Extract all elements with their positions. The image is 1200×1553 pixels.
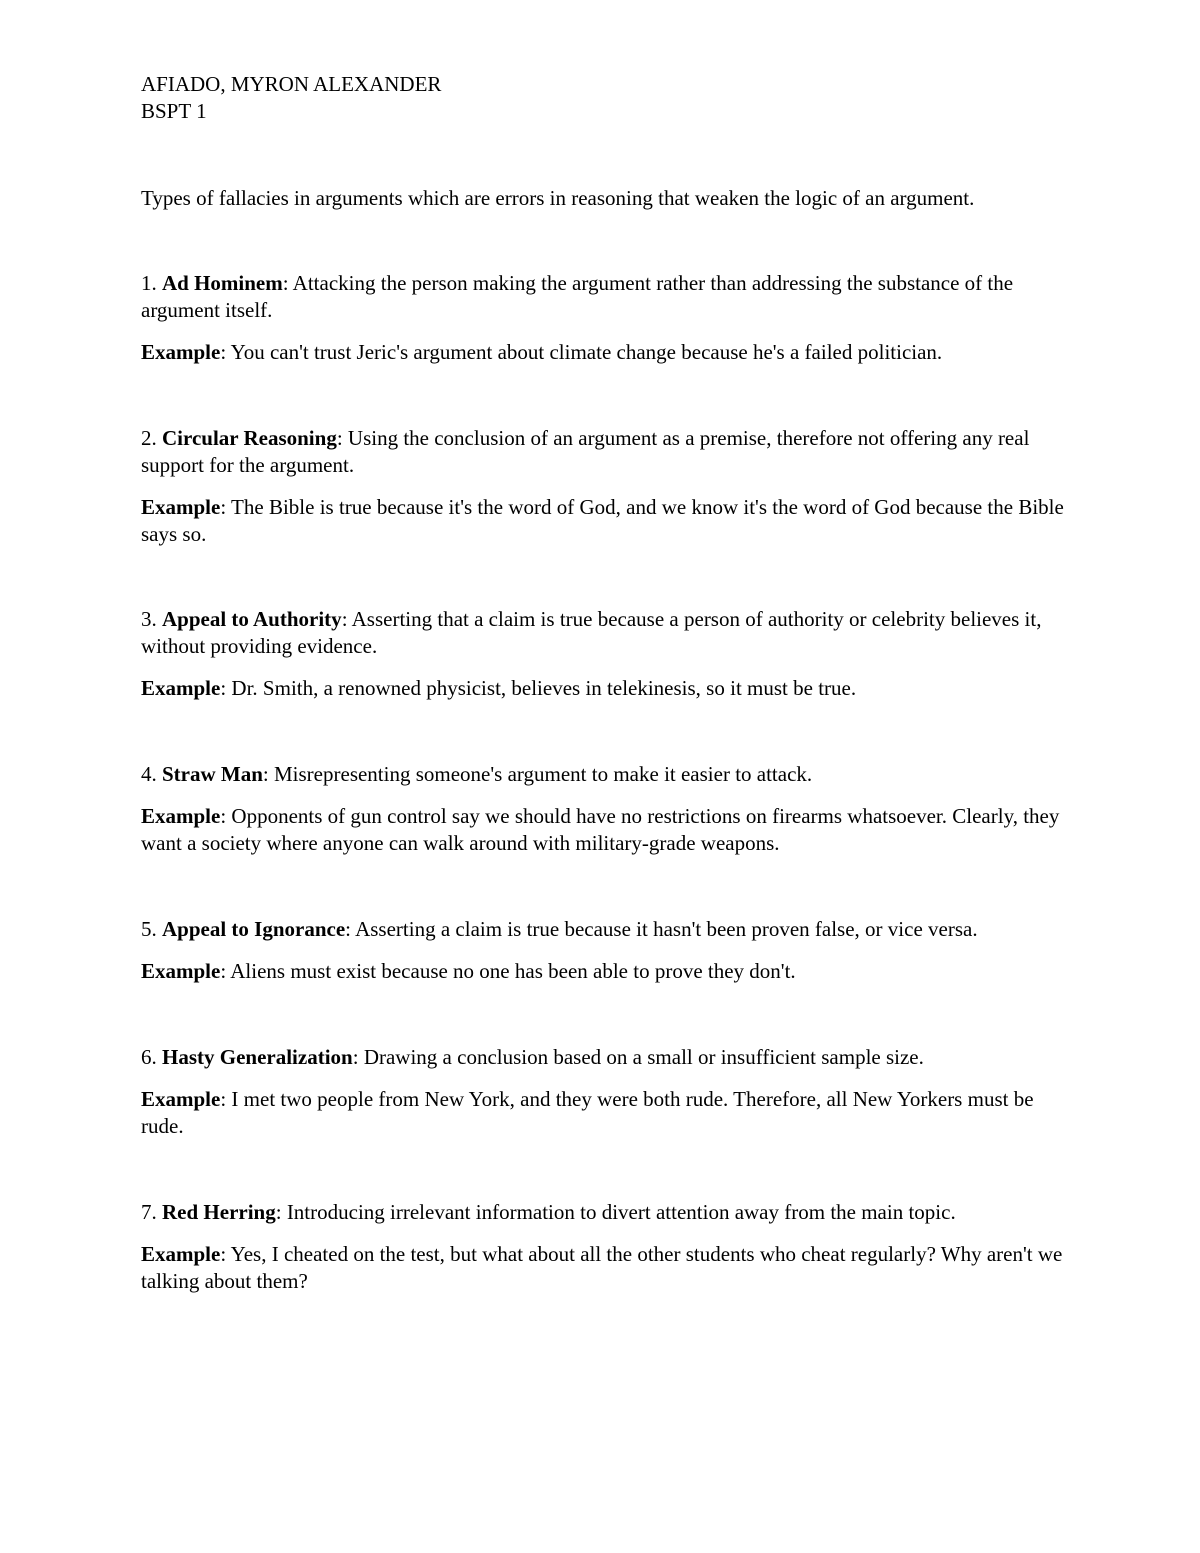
student-section: BSPT 1: [141, 99, 207, 123]
fallacy-list: [141, 270, 1071, 1295]
fallacy-item-appeal-to-ignorance: [141, 916, 1071, 985]
fallacy-item-appeal-to-authority: [141, 606, 1071, 702]
document-page: [141, 71, 1071, 1295]
fallacy-example-text: : I met two people from New York, and they were both rude. Therefore, all New Yorkers must be rude.: [141, 1087, 1034, 1138]
example-label: Example: [141, 340, 221, 364]
fallacy-definition-text: : Introducing irrelevant information to divert attention away from the main topic.: [275, 1200, 956, 1224]
example-label: Example: [141, 676, 221, 700]
fallacy-example: [141, 339, 1071, 366]
fallacy-definition: [141, 1199, 1071, 1226]
fallacy-definition-text: : Drawing a conclusion based on a small or insufficient sample size.: [352, 1045, 924, 1069]
fallacy-item-red-herring: [141, 1199, 1071, 1295]
fallacy-example-text: : The Bible is true because it's the word of God, and we know it's the word of God because the Bible says so.: [141, 495, 1064, 546]
fallacy-term: Circular Reasoning: [162, 426, 337, 450]
fallacy-definition: [141, 761, 1071, 788]
fallacy-number: 1.: [141, 271, 157, 295]
fallacy-term: Appeal to Ignorance: [162, 917, 346, 941]
fallacy-example-text: : Opponents of gun control say we should have no restrictions on firearms whatsoever. Clearly, they want a society where anyone can walk around with military-grade weapons.: [141, 804, 1060, 855]
fallacy-definition-text: : Asserting a claim is true because it hasn't been proven false, or vice versa.: [345, 917, 978, 941]
fallacy-definition: [141, 270, 1071, 324]
student-name: AFIADO, MYRON ALEXANDER: [141, 72, 442, 96]
fallacy-term: Ad Hominem: [162, 271, 283, 295]
fallacy-example-text: : Aliens must exist because no one has been able to prove they don't.: [220, 959, 796, 983]
example-label: Example: [141, 1242, 221, 1266]
fallacy-definition-text: : Misrepresenting someone's argument to make it easier to attack.: [262, 762, 813, 786]
fallacy-definition: [141, 606, 1071, 660]
fallacy-item-circular-reasoning: [141, 425, 1071, 548]
fallacy-example: [141, 1241, 1071, 1295]
intro-paragraph: Types of fallacies in arguments which are errors in reasoning that weaken the logic of an argument.: [141, 186, 975, 210]
fallacy-example: [141, 494, 1071, 548]
fallacy-example-text: : You can't trust Jeric's argument about climate change because he's a failed politician.: [220, 340, 943, 364]
fallacy-definition-text: : Attacking the person making the argument rather than addressing the substance of the argument itself.: [141, 271, 1014, 322]
fallacy-example: [141, 803, 1071, 857]
fallacy-item-hasty-generalization: [141, 1044, 1071, 1140]
example-label: Example: [141, 804, 221, 828]
fallacy-definition: [141, 916, 1071, 943]
fallacy-term: Appeal to Authority: [162, 607, 342, 631]
fallacy-example-text: : Yes, I cheated on the test, but what about all the other students who cheat regularly? Why aren't we talking about them?: [141, 1242, 1063, 1293]
fallacy-number: 4.: [141, 762, 157, 786]
fallacy-number: 2.: [141, 426, 157, 450]
fallacy-item-ad-hominem: [141, 270, 1071, 366]
fallacy-example: [141, 1086, 1071, 1140]
fallacy-example-text: : Dr. Smith, a renowned physicist, believes in telekinesis, so it must be true.: [220, 676, 857, 700]
example-label: Example: [141, 959, 221, 983]
fallacy-number: 6.: [141, 1045, 157, 1069]
fallacy-number: 7.: [141, 1200, 157, 1224]
fallacy-definition: [141, 1044, 1071, 1071]
example-label: Example: [141, 1087, 221, 1111]
fallacy-term: Straw Man: [162, 762, 263, 786]
fallacy-number: 3.: [141, 607, 157, 631]
fallacy-definition-text: : Using the conclusion of an argument as a premise, therefore not offering any real support for the argument.: [141, 426, 1030, 477]
fallacy-definition: [141, 425, 1071, 479]
fallacy-number: 5.: [141, 917, 157, 941]
fallacy-example: [141, 675, 1071, 702]
example-label: Example: [141, 495, 221, 519]
fallacy-example: [141, 958, 1071, 985]
fallacy-term: Red Herring: [162, 1200, 276, 1224]
fallacy-definition-text: : Asserting that a claim is true because a person of authority or celebrity believes it, without providing evidence.: [141, 607, 1042, 658]
fallacy-term: Hasty Generalization: [162, 1045, 353, 1069]
fallacy-item-straw-man: [141, 761, 1071, 857]
